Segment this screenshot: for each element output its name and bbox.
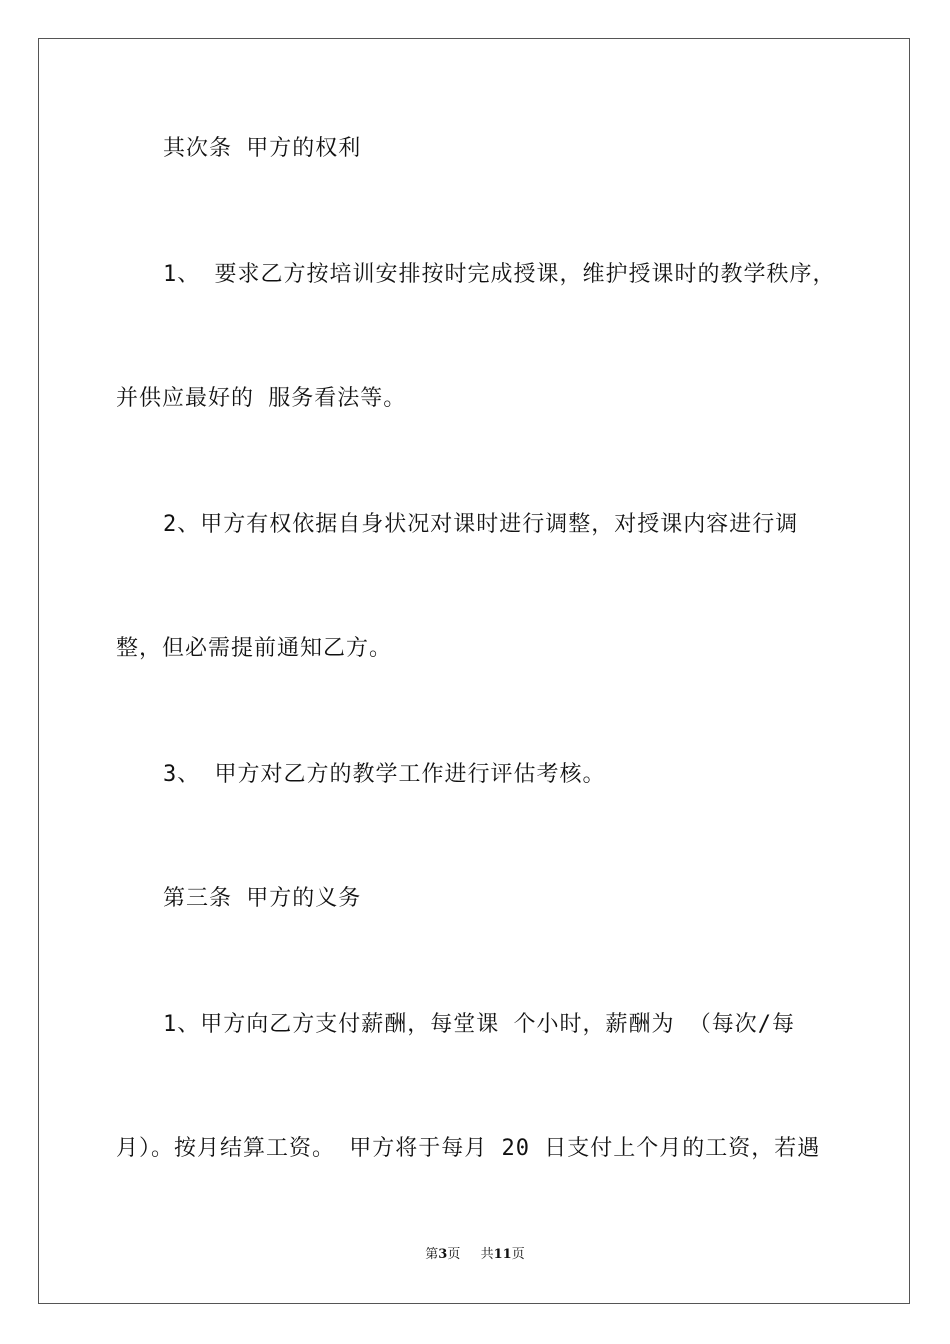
page-number: 3 [438,1247,448,1262]
page-suffix: 页 [447,1247,461,1262]
paragraph-line: 整，但必需提前通知乙方。 [116,636,393,661]
section-heading-rights: 其次条 甲方的权利 [163,136,362,161]
paragraph-line: 1、 要求乙方按培训安排按时完成授课，维护授课时的教学秩序， [163,262,836,287]
page-prefix: 第 [425,1247,439,1262]
paragraph-line: 2、甲方有权依据自身状况对课时进行调整，对授课内容进行调 [163,512,799,537]
paragraph-line: 3、 甲方对乙方的教学工作进行评估考核。 [163,762,606,787]
paragraph-line: 1、甲方向乙方支付薪酬，每堂课 个小时，薪酬为 （每次/每 [163,1012,795,1037]
total-prefix: 共 [480,1247,494,1262]
paragraph-line: 月）。按月结算工资。 甲方将于每月 20 日支付上个月的工资，若遇 [116,1136,821,1161]
total-pages: 11 [493,1247,512,1262]
section-heading-obligations: 第三条 甲方的义务 [163,886,362,911]
page-footer [0,1246,950,1264]
page-border [38,38,910,1304]
paragraph-line: 并供应最好的 服务看法等。 [116,386,407,411]
total-suffix: 页 [511,1247,525,1262]
